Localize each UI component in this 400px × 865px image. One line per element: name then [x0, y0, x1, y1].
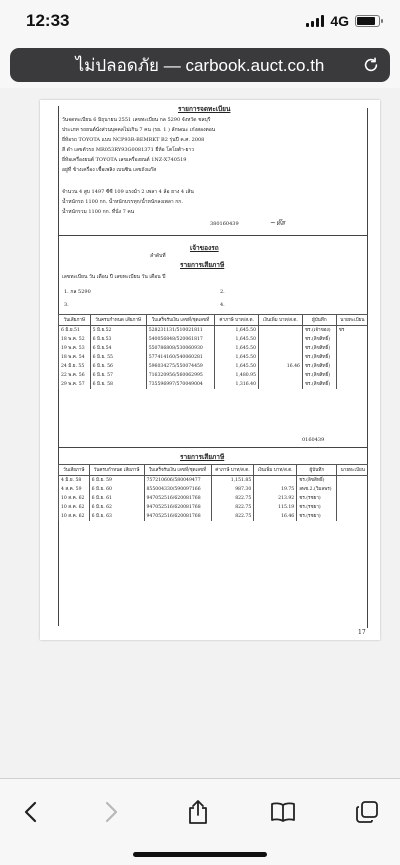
tabs-icon: [355, 800, 379, 824]
bookmarks-button[interactable]: [268, 797, 298, 827]
home-indicator: [133, 852, 267, 857]
page-number: 17: [358, 629, 366, 636]
table-cell: 16.46: [254, 512, 297, 521]
browser-toolbar: [0, 778, 400, 865]
table-cell: 6 มิ.ย. 55: [90, 353, 146, 362]
table-cell: [259, 371, 303, 380]
table-row: [59, 371, 369, 380]
table-cell: [337, 512, 368, 521]
status-time: 12:33: [26, 11, 70, 30]
table-cell: 6 มิ.ย.54: [90, 344, 146, 353]
table-cell: 987.30: [211, 485, 254, 494]
tax-heading: รายการเสียภาษี: [180, 261, 225, 269]
col-header: เงินเพิ่ม บาท/ส.ต.: [254, 465, 297, 476]
col-header: ใบเสร็จรับเงิน เลขที่/ชุดเลขที่: [146, 315, 215, 326]
owner-subtitle: ลำดับที่: [150, 253, 166, 259]
table-cell: 1,645.50: [215, 362, 259, 371]
table-cell: ชร.(รชยา): [297, 512, 337, 521]
table-cell: ชร.(ลิขสิทธิ์): [302, 353, 336, 362]
address-bar[interactable]: [10, 48, 390, 82]
status-bar: [0, 0, 400, 44]
table-row: [59, 512, 369, 521]
table-row: [59, 335, 369, 344]
table-cell: 735596997/570049004: [146, 380, 215, 389]
table-cell: 16.46: [259, 362, 303, 371]
table-cell: ชร.(ลิขสิทธิ์): [302, 362, 336, 371]
table-cell: 716320956/560062995: [146, 371, 215, 380]
reg-line: อยู่ที่ ข้างเครื่อง เชื้อเพลิง เบนซิน เลขถังแก๊ส: [62, 167, 157, 173]
table-cell: ชร.(ลิขสิทธิ์): [302, 380, 336, 389]
table-cell: [336, 371, 368, 380]
page-content[interactable]: [0, 88, 400, 778]
network-label: 4G: [330, 13, 349, 29]
table-cell: 10 ส.ค. 62: [59, 503, 90, 512]
table-cell: 10 ส.ค. 62: [59, 512, 90, 521]
forward-button[interactable]: [97, 797, 127, 827]
table-cell: 4 ส.ค. 59: [59, 485, 90, 494]
vehicle-registration-document: [40, 100, 380, 640]
status-indicators: [306, 13, 380, 29]
bookmarks-icon: [270, 801, 296, 823]
table-cell: [336, 362, 368, 371]
table-cell: [336, 380, 368, 389]
table-cell: 550786808/530060930: [146, 344, 215, 353]
table-cell: [337, 494, 368, 503]
col-header: วันครบกำหนด เสียภาษี: [89, 465, 144, 476]
browser-chrome: [0, 44, 400, 88]
table-cell: 1,480.95: [215, 371, 259, 380]
signal-icon: [306, 15, 324, 27]
table-row: [59, 344, 369, 353]
url-text: ไม่ปลอดภัย — carbook.auct.co.th: [75, 55, 325, 75]
form-number: 380160439: [210, 221, 239, 227]
col-header: นายทะเบียน: [336, 315, 368, 326]
reg-line: น้ำหนักรถ 1100 กก. น้ำหนักบรรทุก/น้ำหนักลงเพลา กก.: [62, 199, 183, 205]
table-cell: 947052516/620081768: [144, 503, 211, 512]
table-cell: 596034275/550074459: [146, 362, 215, 371]
forward-icon: [105, 801, 119, 823]
table-cell: 1,316.40: [215, 380, 259, 389]
table-cell: ลพช.2.(วิมลพร): [297, 485, 337, 494]
reg-line: ยี่ห้อเครื่องยนต์ TOYOTA เลขเครื่องยนต์ 1NZ-X740519: [62, 157, 187, 163]
battery-icon: [355, 15, 380, 27]
reg-line: จำนวน 4 สูบ 1497 ซีซี 109 แรงม้า 2 เพลา 4 ล้อ ยาง 4 เส้น: [62, 189, 194, 195]
table-cell: [337, 485, 368, 494]
table-cell: 6 มิ.ย. 59: [89, 476, 144, 485]
table-cell: 213.92: [254, 494, 297, 503]
table-cell: 6 มิ.ย. 62: [89, 503, 144, 512]
row-index: 2.: [220, 289, 225, 295]
table-cell: 18 พ.ค. 54: [59, 353, 91, 362]
table-cell: 947052516/620081768: [144, 494, 211, 503]
table-cell: [337, 476, 368, 485]
table-cell: ชร.(ลิขสิทธิ์): [302, 344, 336, 353]
table-row: [59, 494, 369, 503]
table-cell: ชร.(ลิขสิทธิ์): [302, 371, 336, 380]
table-cell: 22 พ.ค. 56: [59, 371, 91, 380]
col-header: เงินเพิ่ม บาท/ส.ต.: [259, 315, 303, 326]
table-cell: ชร: [336, 326, 368, 335]
table-cell: 540056848/520061817: [146, 335, 215, 344]
table-cell: ชร.(รชยา): [297, 494, 337, 503]
table-cell: 115.19: [254, 503, 297, 512]
table-cell: 855004330/590097166: [144, 485, 211, 494]
table-cell: ชร.(ลิขสิทธิ์): [302, 335, 336, 344]
table-cell: 29 พ.ค. 57: [59, 380, 91, 389]
table-cell: 10 ส.ค. 62: [59, 494, 90, 503]
table-cell: 6 มิ.ย. 61: [89, 494, 144, 503]
table-cell: 1,645.50: [215, 353, 259, 362]
table-row: [59, 503, 369, 512]
table-cell: 577414160/540060281: [146, 353, 215, 362]
table-cell: [337, 503, 368, 512]
tax-table-1: [58, 314, 368, 389]
table-cell: 18 พ.ค. 52: [59, 335, 91, 344]
table-cell: ชร.(เจ้าของ): [302, 326, 336, 335]
table-cell: [259, 380, 303, 389]
table-cell: 1,645.50: [215, 335, 259, 344]
plate-entry: 1. กล 5290: [64, 289, 91, 295]
table-cell: 19 พ.ค. 53: [59, 344, 91, 353]
table-cell: 6 มิ.ย.51: [59, 326, 91, 335]
table-cell: ชร.(ลิขสิทธิ์): [297, 476, 337, 485]
table-cell: 6 มิ.ย. 57: [90, 371, 146, 380]
table-cell: 1,645.50: [215, 344, 259, 353]
reg-line: ยี่ห้อรถ TOYOTA แบบ NCP93R-BEMRKT B2 รุ่นปี ค.ศ. 2008: [62, 137, 205, 143]
table-cell: 19.75: [254, 485, 297, 494]
reload-icon[interactable]: [362, 56, 380, 74]
owner-title: เจ้าของรถ: [190, 244, 219, 252]
table-cell: 6 มิ.ย. 63: [89, 512, 144, 521]
registration-title: รายการจดทะเบียน: [178, 105, 231, 113]
table-row: [59, 380, 369, 389]
col-header: วันเสียภาษี: [59, 315, 91, 326]
col-header: ผู้บันทึก: [302, 315, 336, 326]
share-button[interactable]: [183, 797, 213, 827]
table-cell: [259, 344, 303, 353]
table-row: [59, 476, 369, 485]
back-icon: [23, 801, 37, 823]
row-index: 3.: [64, 302, 69, 308]
table-cell: 1,645.50: [215, 326, 259, 335]
table-cell: 4 มิ.ย. 58: [59, 476, 90, 485]
reg-line: น้ำหนักรวม 1100 กก. ที่นั่ง 7 คน: [62, 209, 135, 215]
back-button[interactable]: [15, 797, 45, 827]
share-icon: [187, 799, 209, 825]
tax-table-2: [58, 464, 368, 521]
col-header: ใบเสร็จรับเงิน เลขที่/ชุดเลขที่: [144, 465, 211, 476]
table-cell: 6 มิ.ย. 58: [90, 380, 146, 389]
signature: ~ห๊ส: [270, 219, 285, 227]
col-header: ค่าภาษี บาท/ส.ต.: [211, 465, 254, 476]
table-cell: 822.75: [211, 512, 254, 521]
form-number: 0160439: [302, 437, 325, 443]
col-header: นายทะเบียน: [337, 465, 368, 476]
tax-heading: รายการเสียภาษี: [180, 453, 225, 461]
table-cell: [336, 344, 368, 353]
reg-line: สี ดำ เลขตัวรถ MR053RY93G0081371 ยี่ห้อ โตโยต้า-ยาว: [62, 147, 195, 153]
table-cell: 822.75: [211, 503, 254, 512]
table-row: [59, 353, 369, 362]
col-header: วันเสียภาษี: [59, 465, 90, 476]
table-cell: 6 มิ.ย. 60: [89, 485, 144, 494]
table-cell: 24 มิ.ย. 55: [59, 362, 91, 371]
row-index: 4.: [220, 302, 225, 308]
table-cell: [336, 335, 368, 344]
table-cell: 6 มิ.ย. 56: [90, 362, 146, 371]
table-cell: [259, 326, 303, 335]
table-row: [59, 485, 369, 494]
table-cell: 6 มิ.ย.53: [90, 335, 146, 344]
col-header: วันครบกำหนด เสียภาษี: [90, 315, 146, 326]
reg-line: วันจดทะเบียน 6 มิถุนายน 2551 เลขทะเบียน กล 5290 จังหวัด ชลบุรี: [62, 117, 211, 123]
col-header: ค่าภาษี บาท/ส.ต.: [215, 315, 259, 326]
table-row: [59, 362, 369, 371]
table-cell: 1,151.85: [211, 476, 254, 485]
table-cell: 947052516/620081768: [144, 512, 211, 521]
table-cell: [259, 335, 303, 344]
table-cell: [254, 476, 297, 485]
table-cell: ชร.(รชยา): [297, 503, 337, 512]
table-row: [59, 326, 369, 335]
table-cell: [336, 353, 368, 362]
table-cell: 822.75: [211, 494, 254, 503]
table-cell: 528231131/510021811: [146, 326, 215, 335]
table-cell: 757210606/580049477: [144, 476, 211, 485]
table-cell: 5 มิ.ย.52: [90, 326, 146, 335]
tabs-button[interactable]: [352, 797, 382, 827]
col-header: ผู้บันทึก: [297, 465, 337, 476]
table-cell: [259, 353, 303, 362]
reg-line: ประเภท รถยนต์นั่งส่วนบุคคลไม่เกิน 7 คน (รย. 1 ) ลักษณะ เก๋งสองตอน: [62, 127, 216, 133]
plate-header: เลขทะเบียน วัน เดือน ปี เลขทะเบียน วัน เดือน ปี: [62, 274, 166, 280]
